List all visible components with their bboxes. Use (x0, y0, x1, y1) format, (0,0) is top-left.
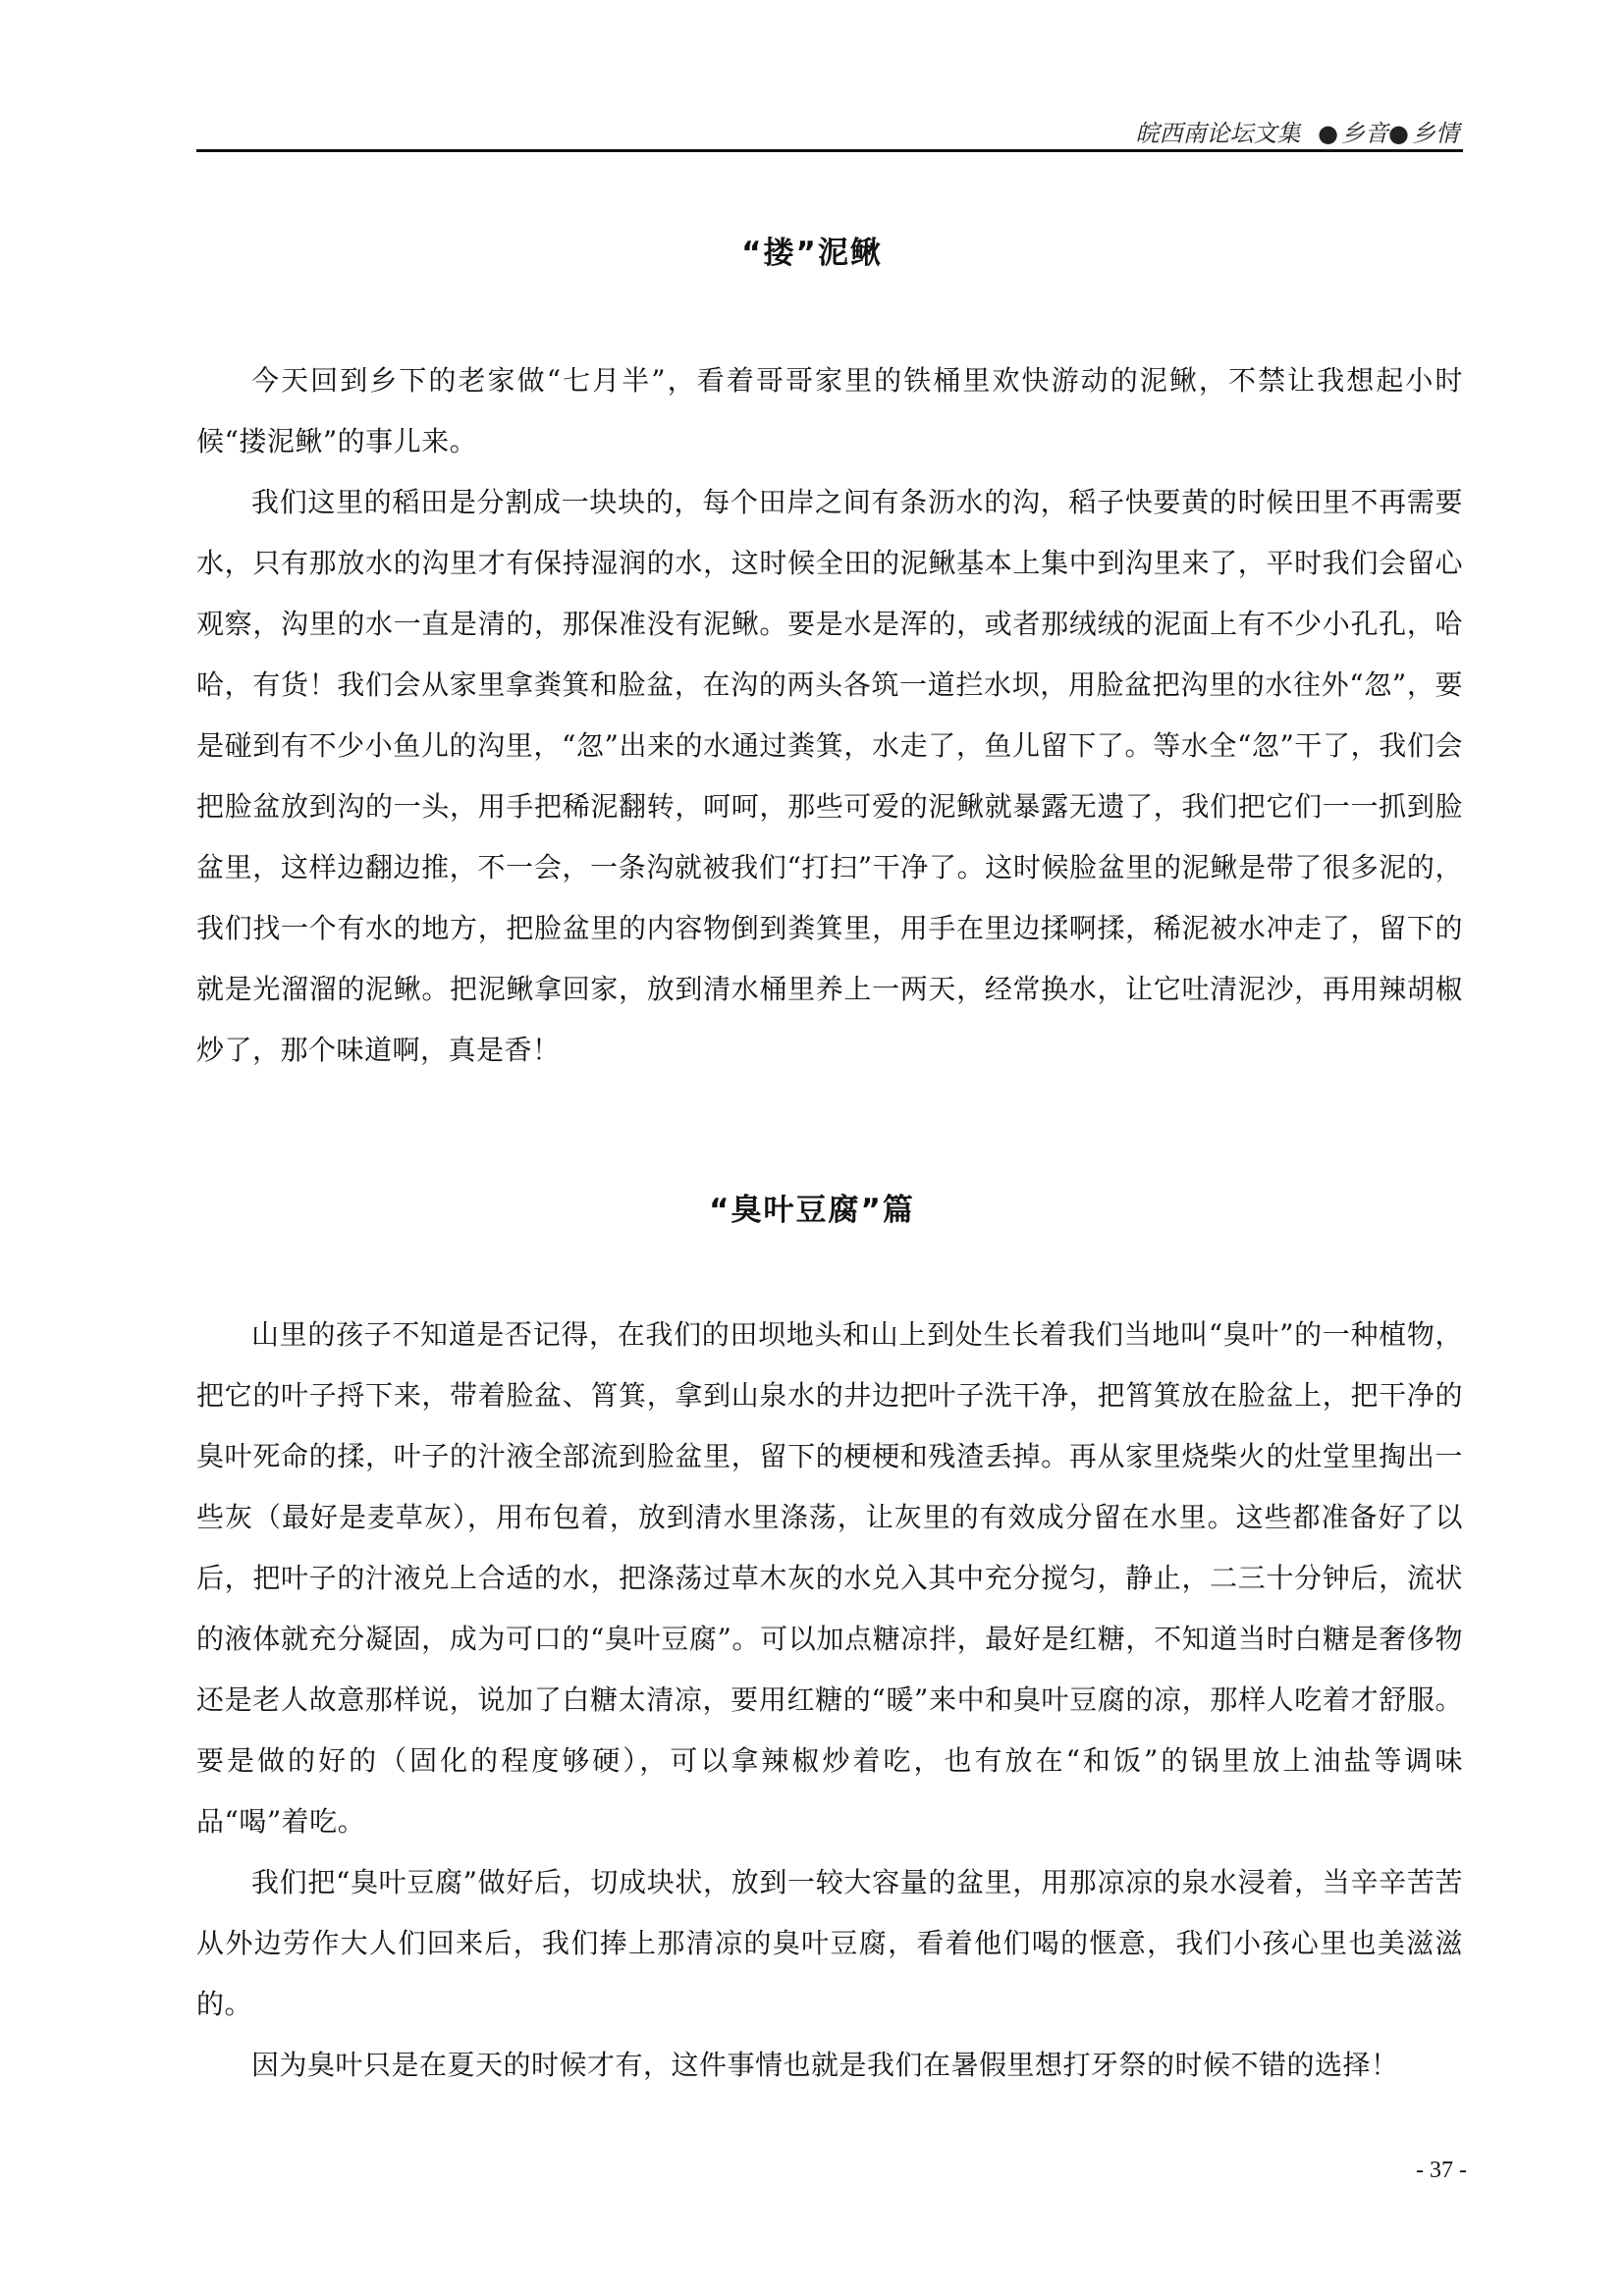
header-text (1135, 114, 1459, 148)
article-body (196, 1305, 1463, 2096)
article-title: “搂”泥鳅 (741, 236, 883, 271)
book-title: 皖西南论坛文集 (1135, 120, 1301, 147)
article-title: “臭叶豆腐”篇 (709, 1193, 915, 1228)
article-body (196, 350, 1463, 1081)
paragraph: 我们这里的稻田是分割成一块块的，每个田岸之间有条沥水的沟，稻子快要黄的时候田里不再需要水，只有那放水的沟里才有保持湿润的水，这时候全田的泥鳅基本上集中到沟里来了，平时我们会留心观察，沟里的水一直是清的，那保准没有泥鳅。要是水是浑的，或者那绒绒的泥面上有不少小孔孔，哈哈，有货！我们会从家里拿粪箕和脸盆，在沟的两头各筑一道拦水坝，用脸盆把沟里的水往外“忽”，要是碰到有不少小鱼儿的沟里，“忽”出来的水通过粪箕，水走了，鱼儿留下了。等水全“忽”干了，我们会把脸盆放到沟的一头，用手把稀泥翻转，呵呵，那些可爱的泥鳅就暴露无遗了，我们把它们一一抓到脸盆里，这样边翻边推，不一会，一条沟就被我们“打扫”干净了。这时候脸盆里的泥鳅是带了很多泥的，我们找一个有水的地方，把脸盆里的内容物倒到粪箕里，用手在里边揉啊揉，稀泥被水冲走了，留下的就是光溜溜的泥鳅。把泥鳅拿回家，放到清水桶里养上一两天，经常换水，让它吐清泥沙，再用辣胡椒炒了，那个味道啊，真是香！ (196, 486, 1463, 1066)
page-number: - 37 - (1416, 2158, 1467, 2183)
paragraph: 因为臭叶只是在夏天的时候才有，这件事情也就是我们在暑假里想打牙祭的时候不错的选择！ (251, 2049, 1399, 2081)
paragraph: 山里的孩子不知道是否记得，在我们的田坝地头和山上到处生长着我们当地叫“臭叶”的一种植物，把它的叶子捋下来，带着脸盆、筲箕，拿到山泉水的井边把叶子洗干净，把筲箕放在脸盆上，把干净的臭叶死命的揉，叶子的汁液全部流到脸盆里，留下的梗梗和残渣丢掉。再从家里烧柴火的灶堂里掏出一些灰（最好是麦草灰），用布包着，放到清水里涤荡，让灰里的有效成分留在水里。这些都准备好了以后，把叶子的汁液兑上合适的水，把涤荡过草木灰的水兑入其中充分搅匀，静止，二三十分钟后，流状的液体就充分凝固，成为可口的“臭叶豆腐”。可以加点糖凉拌，最好是红糖，不知道当时白糖是奢侈物还是老人故意那样说，说加了白糖太清凉，要用红糖的“暖”来中和臭叶豆腐的凉，那样人吃着才舒服。要是做的好的（固化的程度够硬），可以拿辣椒炒着吃，也有放在“和饭”的锅里放上油盐等调味品“喝”着吃。 (196, 1318, 1463, 1838)
header-section-2: 乡情 (1412, 120, 1459, 147)
paragraph: 今天回到乡下的老家做“七月半”，看着哥哥家里的铁桶里欢快游动的泥鳅，不禁让我想起小时候“搂泥鳅”的事儿来。 (196, 364, 1463, 457)
bullet-icon: ● (1318, 120, 1339, 147)
paragraph: 我们把“臭叶豆腐”做好后，切成块状，放到一较大容量的盆里，用那凉凉的泉水浸着，当辛辛苦苦从外边劳作大人们回来后，我们捧上那清凉的臭叶豆腐，看着他们喝的惬意，我们小孩心里也美滋滋的。 (196, 1866, 1463, 2020)
header-section-1: 乡音 (1341, 120, 1389, 147)
page-header (196, 110, 1463, 152)
bullet-icon: ● (1388, 120, 1409, 147)
